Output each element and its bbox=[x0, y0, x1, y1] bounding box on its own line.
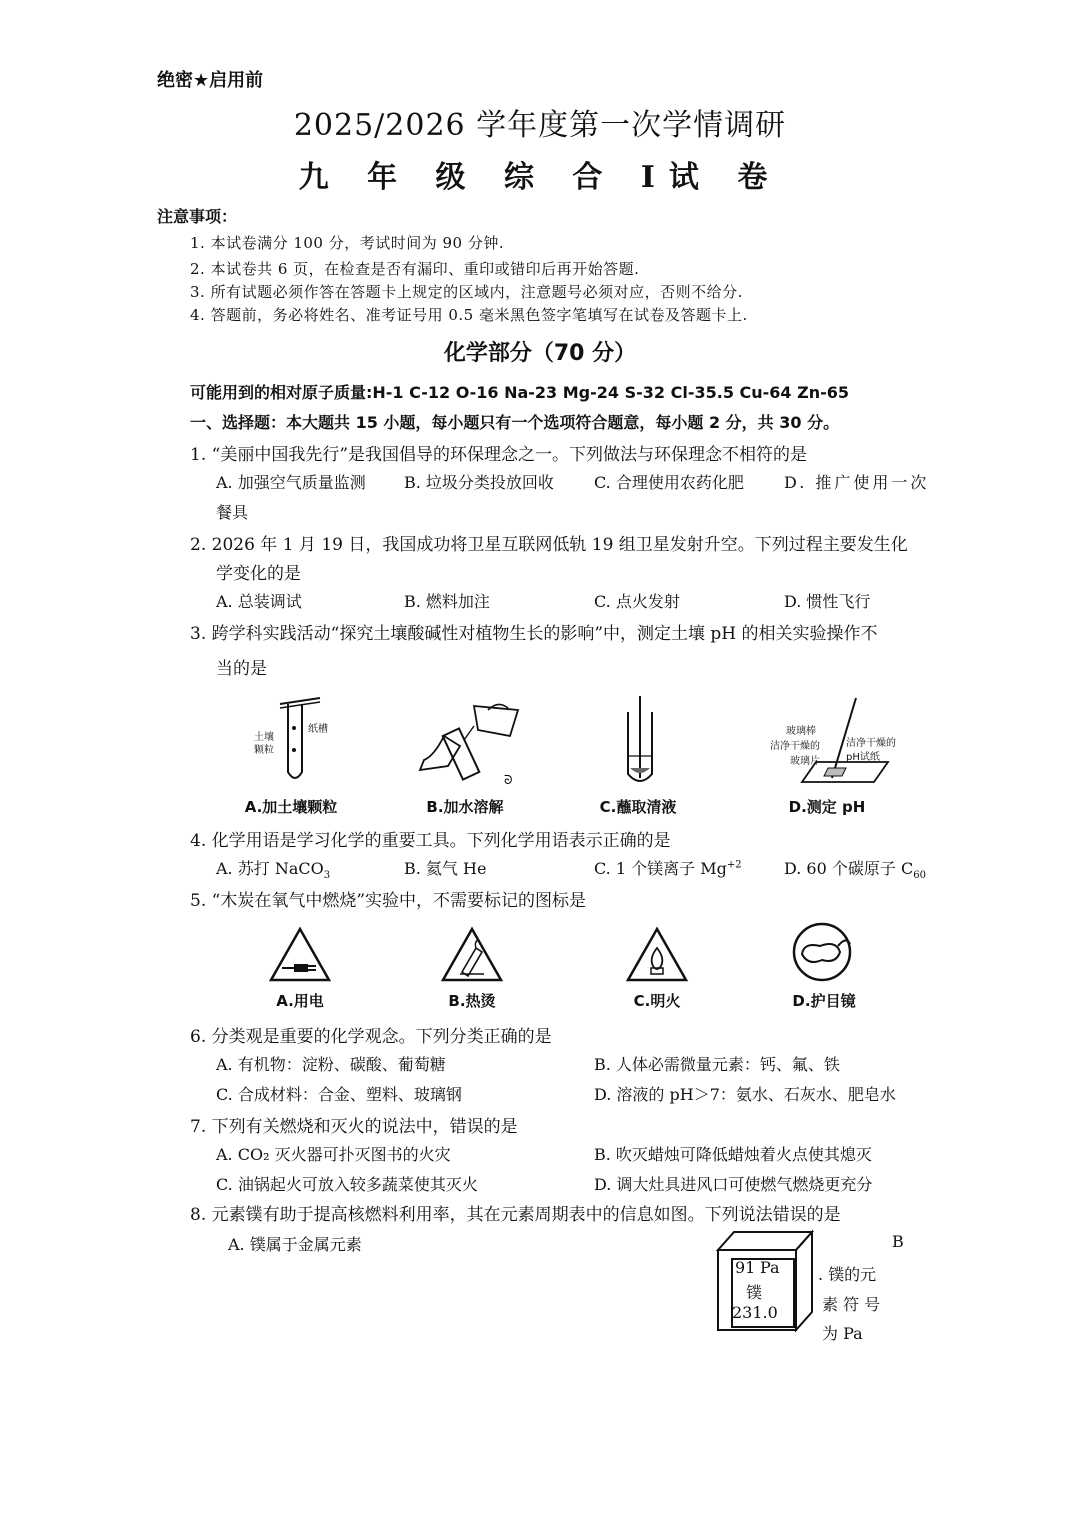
q4-option-c: C. 1 个镁离子 $Mg^{+2}$ bbox=[594, 859, 742, 878]
exam-title: 2025/2026 学年度第一次学情调研 bbox=[293, 108, 787, 143]
confidential-mark: 绝密★启用前 bbox=[157, 70, 264, 91]
electricity-warning-icon bbox=[268, 926, 332, 984]
q7-option-a: A. CO₂ 灭火器可扑灭图书的火灾 bbox=[216, 1145, 451, 1164]
notice-title: 注意事项： bbox=[157, 207, 238, 226]
question-5-stem: 5. “木炭在氧气中燃烧”实验中，不需要标记的图标是 bbox=[190, 891, 587, 911]
label-ph-paper: pH试纸 bbox=[846, 752, 880, 763]
q6-option-c: C. 合成材料：合金、塑料、玻璃钢 bbox=[216, 1085, 462, 1104]
notice-item: 1. 本试卷满分 100 分，考试时间为 90 分钟. bbox=[190, 234, 505, 252]
question-4-stem: 4. 化学用语是学习化学的重要工具。下列化学用语表示正确的是 bbox=[190, 831, 671, 851]
q2-option-d: D. 惯性飞行 bbox=[784, 592, 871, 611]
q3-caption-c: C.蘸取清液 bbox=[599, 798, 677, 816]
part-one-heading: 一、选择题：本大题共 15 小题，每小题只有一个选项符合题意，每小题 2 分，共 30 分。 bbox=[190, 413, 840, 432]
label-particles: 颗粒 bbox=[254, 745, 274, 756]
label-glass-rod: 玻璃棒 bbox=[786, 726, 816, 737]
section-title: 化学部分（70 分） bbox=[443, 341, 637, 366]
question-3-stem: 3. 跨学科实践活动“探究土壤酸碱性对植物生长的影响”中，测定土壤 pH 的相关实验操作不 bbox=[190, 624, 878, 644]
q1-option-a: A. 加强空气质量监测 bbox=[216, 473, 366, 492]
q6-option-d: D. 溶液的 pH＞7：氨水、石灰水、肥皂水 bbox=[594, 1085, 896, 1104]
q8-option-b-letter: B bbox=[892, 1232, 904, 1251]
open-flame-warning-icon bbox=[625, 926, 689, 984]
q7-option-c: C. 油锅起火可放入较多蔬菜使其灭火 bbox=[216, 1175, 478, 1194]
element-atomic-mass: 231.0 bbox=[732, 1303, 778, 1322]
notice-item: 2. 本试卷共 6 页，在检查是否有漏印、重印或错印后再开始答题. bbox=[190, 260, 640, 278]
q6-option-a: A. 有机物：淀粉、碳酸、葡萄糖 bbox=[216, 1055, 446, 1074]
label-clean-dry-2: 洁净干燥的 bbox=[846, 738, 896, 749]
q1-option-c: C. 合理使用农药化肥 bbox=[594, 473, 744, 492]
q7-option-b: B. 吹灭蜡烛可降低蜡烛着火点使其熄灭 bbox=[594, 1145, 872, 1164]
q7-option-d: D. 调大灶具进风口可使燃气燃烧更充分 bbox=[594, 1175, 873, 1194]
q5-caption-b: B.热烫 bbox=[448, 992, 496, 1010]
q3-caption-b: B.加水溶解 bbox=[426, 798, 504, 816]
hot-surface-warning-icon bbox=[440, 926, 504, 984]
question-1-stem: 1. “美丽中国我先行”是我国倡导的环保理念之一。下列做法与环保理念不相符的是 bbox=[190, 445, 808, 465]
q1-option-b: B. 垃圾分类投放回收 bbox=[404, 473, 554, 492]
q8-option-b-line2: 素 符 号 bbox=[822, 1295, 881, 1314]
notice-item: 3. 所有试题必须作答在答题卡上规定的区域内，注意题号必须对应，否则不给分. bbox=[190, 283, 743, 301]
element-atomic-number: 91 bbox=[735, 1258, 756, 1277]
element-name: 镤 bbox=[746, 1283, 763, 1302]
q8-option-b-line1: . 镤的元 bbox=[818, 1265, 877, 1284]
q3-caption-d: D.测定 pH bbox=[788, 798, 866, 816]
q4-option-b: B. 氦气 He bbox=[404, 859, 487, 878]
figure-dip-clear-liquid bbox=[620, 694, 660, 792]
q2-option-b: B. 燃料加注 bbox=[404, 592, 490, 611]
q3-caption-a: A.加土壤颗粒 bbox=[244, 798, 338, 816]
label-paper-trough: 纸槽 bbox=[308, 724, 328, 735]
q1-option-d: D. 推广使用一次 bbox=[784, 473, 930, 492]
q4-option-d: D. 60 个碳原子 $C_{60}$ bbox=[784, 859, 926, 882]
label-clean-dry-1: 洁净干燥的 bbox=[770, 741, 820, 752]
figure-add-water bbox=[414, 696, 530, 788]
question-6-stem: 6. 分类观是重要的化学观念。下列分类正确的是 bbox=[190, 1027, 552, 1047]
element-symbol: Pa bbox=[760, 1258, 780, 1277]
question-8-stem: 8. 元素镤有助于提高核燃料利用率，其在元素周期表中的信息如图。下列说法错误的是 bbox=[190, 1205, 841, 1225]
question-3-stem-continued: 当的是 bbox=[216, 659, 267, 679]
atomic-mass-line: 可能用到的相对原子质量:H-1 C-12 O-16 Na-23 Mg-24 S-32 Cl-35.5 Cu-64 Zn-65 bbox=[190, 383, 850, 402]
bottle-cap-glyph: ᘐ bbox=[504, 773, 513, 787]
q1-option-d-continued: 餐具 bbox=[216, 503, 249, 522]
q2-option-c: C. 点火发射 bbox=[594, 592, 680, 611]
goggles-icon bbox=[790, 920, 854, 984]
q2-option-a: A. 总装调试 bbox=[216, 592, 302, 611]
q8-option-b-line3: 为 Pa bbox=[822, 1324, 863, 1343]
question-7-stem: 7. 下列有关燃烧和灭火的说法中，错误的是 bbox=[190, 1117, 518, 1137]
question-2-stem: 2. 2026 年 1 月 19 日，我国成功将卫星互联网低轨 19 组卫星发射升空。下列过程主要发生化 bbox=[190, 535, 908, 555]
q8-option-a: A. 镤属于金属元素 bbox=[228, 1235, 362, 1254]
label-glass-slide: 玻璃片 bbox=[790, 756, 820, 767]
question-2-stem-continued: 学变化的是 bbox=[216, 564, 301, 584]
q6-option-b: B. 人体必需微量元素：钙、氟、铁 bbox=[594, 1055, 840, 1074]
q5-caption-d: D.护目镜 bbox=[792, 992, 856, 1010]
q4-option-a: A. 苏打 NaCO$_3$ bbox=[216, 859, 331, 882]
q5-caption-a: A.用电 bbox=[276, 992, 324, 1010]
q5-caption-c: C.明火 bbox=[633, 992, 681, 1010]
notice-item: 4. 答题前，务必将姓名、准考证号用 0.5 毫米黑色签字笔填写在试卷及答题卡上. bbox=[190, 306, 748, 324]
label-soil: 土壤 bbox=[254, 732, 274, 743]
exam-subtitle: 九 年 级 综 合 I试 卷 bbox=[298, 160, 782, 195]
